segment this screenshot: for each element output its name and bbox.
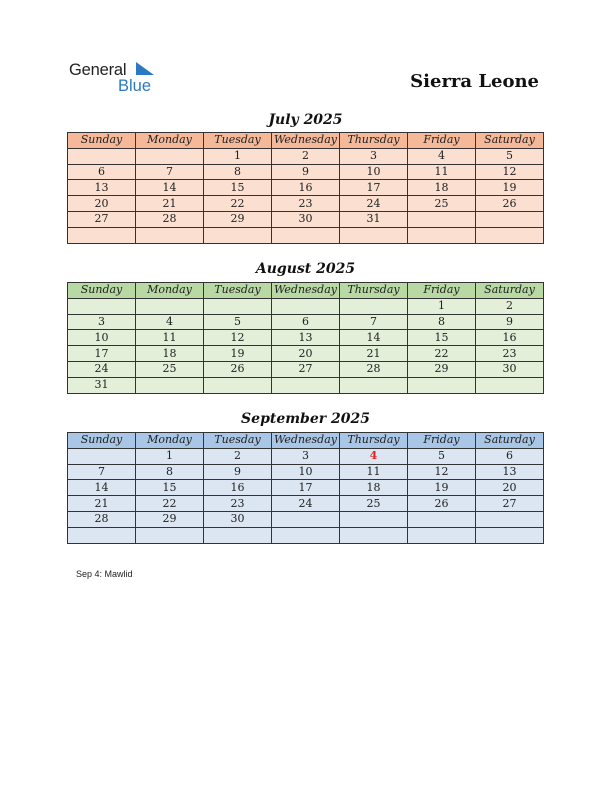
logo-text-blue: Blue bbox=[118, 77, 152, 95]
day-cell: 24 bbox=[272, 496, 340, 512]
weekday-header-sunday: Sunday bbox=[68, 133, 136, 149]
day-cell: 28 bbox=[68, 511, 136, 527]
generalblue-logo bbox=[69, 60, 169, 100]
day-cell: 25 bbox=[408, 196, 476, 212]
weekday-header-monday: Monday bbox=[136, 283, 204, 299]
day-cell: 7 bbox=[68, 464, 136, 480]
empty-day-cell bbox=[272, 527, 340, 543]
day-cell: 25 bbox=[340, 496, 408, 512]
day-cell: 21 bbox=[68, 496, 136, 512]
day-cell: 18 bbox=[340, 480, 408, 496]
day-cell: 18 bbox=[136, 346, 204, 362]
month-title-august: August 2025 bbox=[255, 261, 356, 277]
weekday-header-friday: Friday bbox=[408, 133, 476, 149]
day-cell: 23 bbox=[204, 496, 272, 512]
day-cell: 17 bbox=[340, 180, 408, 196]
empty-day-cell bbox=[408, 511, 476, 527]
day-cell: 3 bbox=[272, 448, 340, 464]
calendar-july bbox=[67, 132, 544, 244]
day-cell: 29 bbox=[136, 511, 204, 527]
day-cell: 10 bbox=[272, 464, 340, 480]
calendar-september bbox=[67, 432, 544, 544]
weekday-header-saturday: Saturday bbox=[476, 433, 544, 449]
weekday-header-wednesday: Wednesday bbox=[272, 433, 340, 449]
day-cell: 11 bbox=[340, 464, 408, 480]
day-cell: 15 bbox=[136, 480, 204, 496]
weekday-header-tuesday: Tuesday bbox=[204, 133, 272, 149]
weekday-header-saturday: Saturday bbox=[476, 283, 544, 299]
week-row bbox=[68, 196, 544, 212]
empty-day-cell bbox=[272, 377, 340, 393]
day-cell: 31 bbox=[68, 377, 136, 393]
day-cell: 25 bbox=[136, 361, 204, 377]
week-row bbox=[68, 527, 544, 543]
week-row bbox=[68, 330, 544, 346]
empty-day-cell bbox=[68, 148, 136, 164]
logo-text-general: General bbox=[69, 61, 127, 79]
empty-day-cell bbox=[408, 377, 476, 393]
holiday-note: Sep 4: Mawlid bbox=[76, 569, 133, 579]
day-cell: 16 bbox=[204, 480, 272, 496]
empty-day-cell bbox=[136, 527, 204, 543]
weekday-header-sunday: Sunday bbox=[68, 433, 136, 449]
day-cell: 14 bbox=[68, 480, 136, 496]
empty-day-cell bbox=[476, 377, 544, 393]
week-row bbox=[68, 314, 544, 330]
day-cell: 10 bbox=[68, 330, 136, 346]
logo-triangle-icon bbox=[134, 62, 154, 76]
day-cell: 8 bbox=[204, 164, 272, 180]
empty-day-cell bbox=[136, 227, 204, 243]
month-title-july: July 2025 bbox=[268, 112, 343, 128]
week-row bbox=[68, 298, 544, 314]
day-cell: 24 bbox=[68, 361, 136, 377]
day-cell: 7 bbox=[136, 164, 204, 180]
day-cell: 9 bbox=[204, 464, 272, 480]
day-cell: 20 bbox=[272, 346, 340, 362]
day-cell: 3 bbox=[340, 148, 408, 164]
empty-day-cell bbox=[68, 227, 136, 243]
day-cell: 26 bbox=[476, 196, 544, 212]
country-title: Sierra Leone bbox=[410, 71, 539, 92]
week-row bbox=[68, 346, 544, 362]
day-cell: 8 bbox=[136, 464, 204, 480]
day-cell: 13 bbox=[476, 464, 544, 480]
empty-day-cell bbox=[408, 227, 476, 243]
holiday-day-cell: 4 bbox=[340, 448, 408, 464]
day-cell: 16 bbox=[272, 180, 340, 196]
weekday-header-thursday: Thursday bbox=[340, 283, 408, 299]
empty-day-cell bbox=[340, 511, 408, 527]
empty-day-cell bbox=[272, 227, 340, 243]
empty-day-cell bbox=[136, 148, 204, 164]
day-cell: 4 bbox=[136, 314, 204, 330]
week-row bbox=[68, 211, 544, 227]
day-cell: 15 bbox=[204, 180, 272, 196]
weekday-header-thursday: Thursday bbox=[340, 433, 408, 449]
empty-day-cell bbox=[340, 527, 408, 543]
week-row bbox=[68, 148, 544, 164]
day-cell: 5 bbox=[476, 148, 544, 164]
week-row bbox=[68, 180, 544, 196]
day-cell: 30 bbox=[476, 361, 544, 377]
day-cell: 24 bbox=[340, 196, 408, 212]
empty-day-cell bbox=[68, 298, 136, 314]
day-cell: 29 bbox=[408, 361, 476, 377]
empty-day-cell bbox=[476, 527, 544, 543]
empty-day-cell bbox=[68, 448, 136, 464]
day-cell: 2 bbox=[204, 448, 272, 464]
week-row bbox=[68, 480, 544, 496]
day-cell: 6 bbox=[272, 314, 340, 330]
day-cell: 17 bbox=[272, 480, 340, 496]
day-cell: 13 bbox=[272, 330, 340, 346]
day-cell: 28 bbox=[340, 361, 408, 377]
day-cell: 12 bbox=[408, 464, 476, 480]
day-cell: 19 bbox=[476, 180, 544, 196]
week-row bbox=[68, 377, 544, 393]
day-cell: 18 bbox=[408, 180, 476, 196]
day-cell: 12 bbox=[476, 164, 544, 180]
day-cell: 28 bbox=[136, 211, 204, 227]
empty-day-cell bbox=[408, 527, 476, 543]
day-cell: 27 bbox=[476, 496, 544, 512]
empty-day-cell bbox=[340, 377, 408, 393]
week-row bbox=[68, 164, 544, 180]
week-row bbox=[68, 496, 544, 512]
day-cell: 20 bbox=[68, 196, 136, 212]
weekday-header-monday: Monday bbox=[136, 433, 204, 449]
weekday-header-tuesday: Tuesday bbox=[204, 433, 272, 449]
empty-day-cell bbox=[476, 211, 544, 227]
weekday-header-wednesday: Wednesday bbox=[272, 133, 340, 149]
empty-day-cell bbox=[136, 298, 204, 314]
empty-day-cell bbox=[204, 298, 272, 314]
empty-day-cell bbox=[476, 227, 544, 243]
day-cell: 3 bbox=[68, 314, 136, 330]
empty-day-cell bbox=[136, 377, 204, 393]
day-cell: 30 bbox=[204, 511, 272, 527]
empty-day-cell bbox=[272, 298, 340, 314]
day-cell: 9 bbox=[272, 164, 340, 180]
empty-day-cell bbox=[340, 298, 408, 314]
week-row bbox=[68, 511, 544, 527]
day-cell: 5 bbox=[204, 314, 272, 330]
empty-day-cell bbox=[272, 511, 340, 527]
day-cell: 5 bbox=[408, 448, 476, 464]
day-cell: 7 bbox=[340, 314, 408, 330]
day-cell: 30 bbox=[272, 211, 340, 227]
day-cell: 22 bbox=[408, 346, 476, 362]
day-cell: 12 bbox=[204, 330, 272, 346]
day-cell: 27 bbox=[272, 361, 340, 377]
day-cell: 22 bbox=[204, 196, 272, 212]
day-cell: 21 bbox=[136, 196, 204, 212]
empty-day-cell bbox=[408, 211, 476, 227]
day-cell: 1 bbox=[136, 448, 204, 464]
day-cell: 23 bbox=[476, 346, 544, 362]
month-title-september: September 2025 bbox=[241, 411, 370, 427]
day-cell: 13 bbox=[68, 180, 136, 196]
day-cell: 14 bbox=[340, 330, 408, 346]
weekday-header-friday: Friday bbox=[408, 283, 476, 299]
day-cell: 6 bbox=[68, 164, 136, 180]
day-cell: 1 bbox=[204, 148, 272, 164]
empty-day-cell bbox=[476, 511, 544, 527]
day-cell: 21 bbox=[340, 346, 408, 362]
day-cell: 6 bbox=[476, 448, 544, 464]
week-row bbox=[68, 227, 544, 243]
empty-day-cell bbox=[68, 527, 136, 543]
weekday-header-monday: Monday bbox=[136, 133, 204, 149]
day-cell: 8 bbox=[408, 314, 476, 330]
empty-day-cell bbox=[340, 227, 408, 243]
weekday-header-friday: Friday bbox=[408, 433, 476, 449]
weekday-header-thursday: Thursday bbox=[340, 133, 408, 149]
day-cell: 2 bbox=[272, 148, 340, 164]
weekday-header-row bbox=[68, 133, 544, 149]
day-cell: 1 bbox=[408, 298, 476, 314]
day-cell: 23 bbox=[272, 196, 340, 212]
day-cell: 20 bbox=[476, 480, 544, 496]
weekday-header-row bbox=[68, 283, 544, 299]
day-cell: 31 bbox=[340, 211, 408, 227]
empty-day-cell bbox=[204, 527, 272, 543]
week-row bbox=[68, 361, 544, 377]
day-cell: 15 bbox=[408, 330, 476, 346]
day-cell: 26 bbox=[408, 496, 476, 512]
day-cell: 11 bbox=[136, 330, 204, 346]
weekday-header-saturday: Saturday bbox=[476, 133, 544, 149]
week-row bbox=[68, 448, 544, 464]
day-cell: 2 bbox=[476, 298, 544, 314]
day-cell: 19 bbox=[408, 480, 476, 496]
day-cell: 16 bbox=[476, 330, 544, 346]
weekday-header-row bbox=[68, 433, 544, 449]
day-cell: 14 bbox=[136, 180, 204, 196]
day-cell: 27 bbox=[68, 211, 136, 227]
day-cell: 11 bbox=[408, 164, 476, 180]
day-cell: 17 bbox=[68, 346, 136, 362]
day-cell: 22 bbox=[136, 496, 204, 512]
empty-day-cell bbox=[204, 227, 272, 243]
day-cell: 4 bbox=[408, 148, 476, 164]
weekday-header-wednesday: Wednesday bbox=[272, 283, 340, 299]
day-cell: 10 bbox=[340, 164, 408, 180]
empty-day-cell bbox=[204, 377, 272, 393]
weekday-header-sunday: Sunday bbox=[68, 283, 136, 299]
day-cell: 19 bbox=[204, 346, 272, 362]
calendar-august bbox=[67, 282, 544, 394]
weekday-header-tuesday: Tuesday bbox=[204, 283, 272, 299]
day-cell: 9 bbox=[476, 314, 544, 330]
week-row bbox=[68, 464, 544, 480]
day-cell: 29 bbox=[204, 211, 272, 227]
day-cell: 26 bbox=[204, 361, 272, 377]
